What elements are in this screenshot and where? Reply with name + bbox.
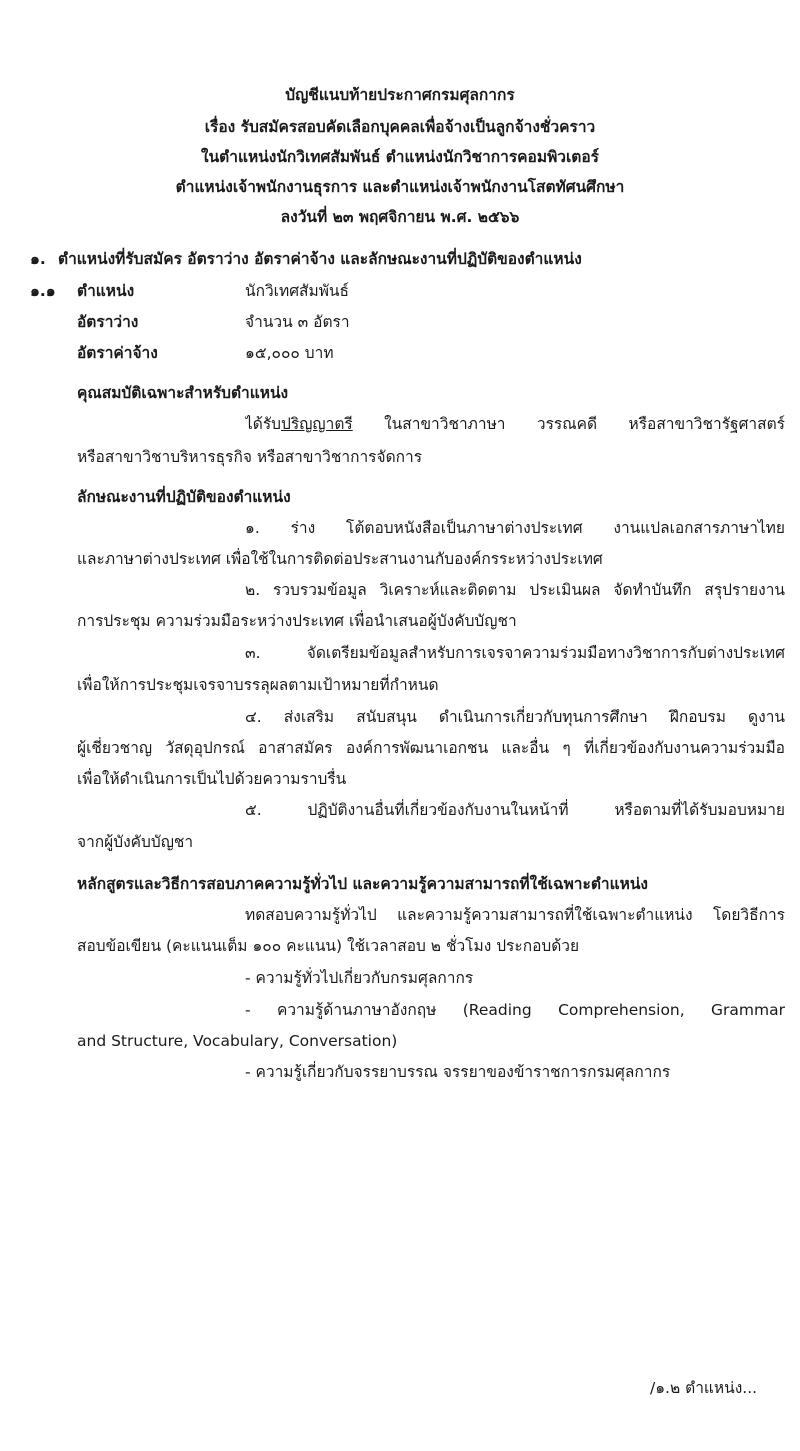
exam-item: - ความรู้ด้านภาษาอังกฤษ (Reading Comprehension, Grammar: [245, 1001, 785, 1019]
field-label: ตำแหน่ง: [77, 282, 135, 300]
duty-line: การประชุม ความร่วมมือระหว่างประเทศ เพื่อนำเสนอผู้บังคับบัญชา: [77, 612, 517, 630]
page-continuation: /๑.๒ ตำแหน่ง...: [650, 1379, 758, 1397]
header-line: เรื่อง รับสมัครสอบคัดเลือกบุคคลเพื่อจ้างเป็นลูกจ้างชั่วคราว: [204, 118, 596, 136]
qualification-line: [245, 413, 785, 435]
position-number: ๑.๑: [30, 282, 56, 300]
exam-item: - ความรู้ทั่วไปเกี่ยวกับกรมศุลกากร: [245, 969, 474, 987]
exam-heading: หลักสูตรและวิธีการสอบภาคความรู้ทั่วไป และความรู้ความสามารถที่ใช้เฉพาะตำแหน่ง: [77, 875, 648, 893]
field-value: จำนวน ๓ อัตรา: [245, 313, 350, 331]
exam-line: ทดสอบความรู้ทั่วไป และความรู้ความสามารถที่ใช้เฉพาะตำแหน่ง โดยวิธีการ: [245, 906, 785, 924]
section-title: ตำแหน่งที่รับสมัคร อัตราว่าง อัตราค่าจ้าง และลักษณะงานที่ปฏิบัติของตำแหน่ง: [58, 250, 582, 268]
duty-line: เพื่อให้การประชุมเจรจาบรรลุผลตามเป้าหมายที่กำหนด: [77, 676, 439, 694]
duty-line: ผู้เชี่ยวชาญ วัสดุอุปกรณ์ อาสาสมัคร องค์การพัฒนาเอกชน และอื่น ๆ ที่เกี่ยวข้องกับงานความร่วมมือ: [77, 739, 785, 757]
rest: ในสาขาวิชาภาษา วรรณคดี หรือสาขาวิชารัฐศาสตร์: [352, 415, 785, 433]
header-line: บัญชีแนบท้ายประกาศกรมศุลกากร: [285, 86, 515, 104]
duty-line: เพื่อให้ดำเนินการเป็นไปด้วยความราบรื่น: [77, 770, 347, 788]
duties-heading: ลักษณะงานที่ปฏิบัติของตำแหน่ง: [77, 488, 291, 506]
duty-line: ๓. จัดเตรียมข้อมูลสำหรับการเจรจาความร่วมมือทางวิชาการกับต่างประเทศ: [245, 644, 785, 662]
qualification-heading: คุณสมบัติเฉพาะสำหรับตำแหน่ง: [77, 384, 289, 402]
duty-line: และภาษาต่างประเทศ เพื่อใช้ในการติดต่อประสานงานกับองค์กรระหว่างประเทศ: [77, 550, 603, 568]
header-date: ลงวันที่ ๒๓ พฤศจิกายน พ.ศ. ๒๕๖๖: [280, 208, 520, 226]
field-value: นักวิเทศสัมพันธ์: [245, 282, 349, 300]
exam-item: and Structure, Vocabulary, Conversation): [77, 1032, 398, 1050]
field-label: อัตราว่าง: [77, 313, 139, 331]
duty-line: จากผู้บังคับบัญชา: [77, 833, 194, 851]
exam-line: สอบข้อเขียน (คะแนนเต็ม ๑๐๐ คะแนน) ใช้เวลาสอบ ๒ ชั่วโมง ประกอบด้วย: [77, 937, 580, 955]
duty-line: ๔. ส่งเสริม สนับสนุน ดำเนินการเกี่ยวกับทุนการศึกษา ฝึกอบรม ดูงาน: [245, 708, 785, 726]
header-line: ในตำแหน่งนักวิเทศสัมพันธ์ ตำแหน่งนักวิชาการคอมพิวเตอร์: [201, 148, 599, 166]
duty-line: ๒. รวบรวมข้อมูล วิเคราะห์และติดตาม ประเมินผล จัดทำบันทึก สรุปรายงาน: [245, 581, 785, 599]
duty-line: ๑. ร่าง โต้ตอบหนังสือเป็นภาษาต่างประเทศ งานแปลเอกสารภาษาไทย: [245, 519, 785, 537]
degree: ปริญญาตรี: [281, 415, 353, 433]
exam-item: - ความรู้เกี่ยวกับจรรยาบรรณ จรรยาของข้าราชการกรมศุลกากร: [245, 1063, 671, 1081]
prefix: ได้รับ: [245, 415, 282, 433]
section-number: ๑.: [30, 250, 46, 268]
field-value: ๑๕,๐๐๐ บาท: [245, 344, 334, 362]
header-line: ตำแหน่งเจ้าพนักงานธุรการ และตำแหน่งเจ้าพนักงานโสตทัศนศึกษา: [175, 178, 625, 196]
qualification-line: หรือสาขาวิชาบริหารธุรกิจ หรือสาขาวิชาการจัดการ: [77, 448, 423, 466]
duty-line: ๕. ปฏิบัติงานอื่นที่เกี่ยวข้องกับงานในหน้าที่ หรือตามที่ได้รับมอบหมาย: [245, 801, 785, 819]
field-label: อัตราค่าจ้าง: [77, 344, 158, 362]
